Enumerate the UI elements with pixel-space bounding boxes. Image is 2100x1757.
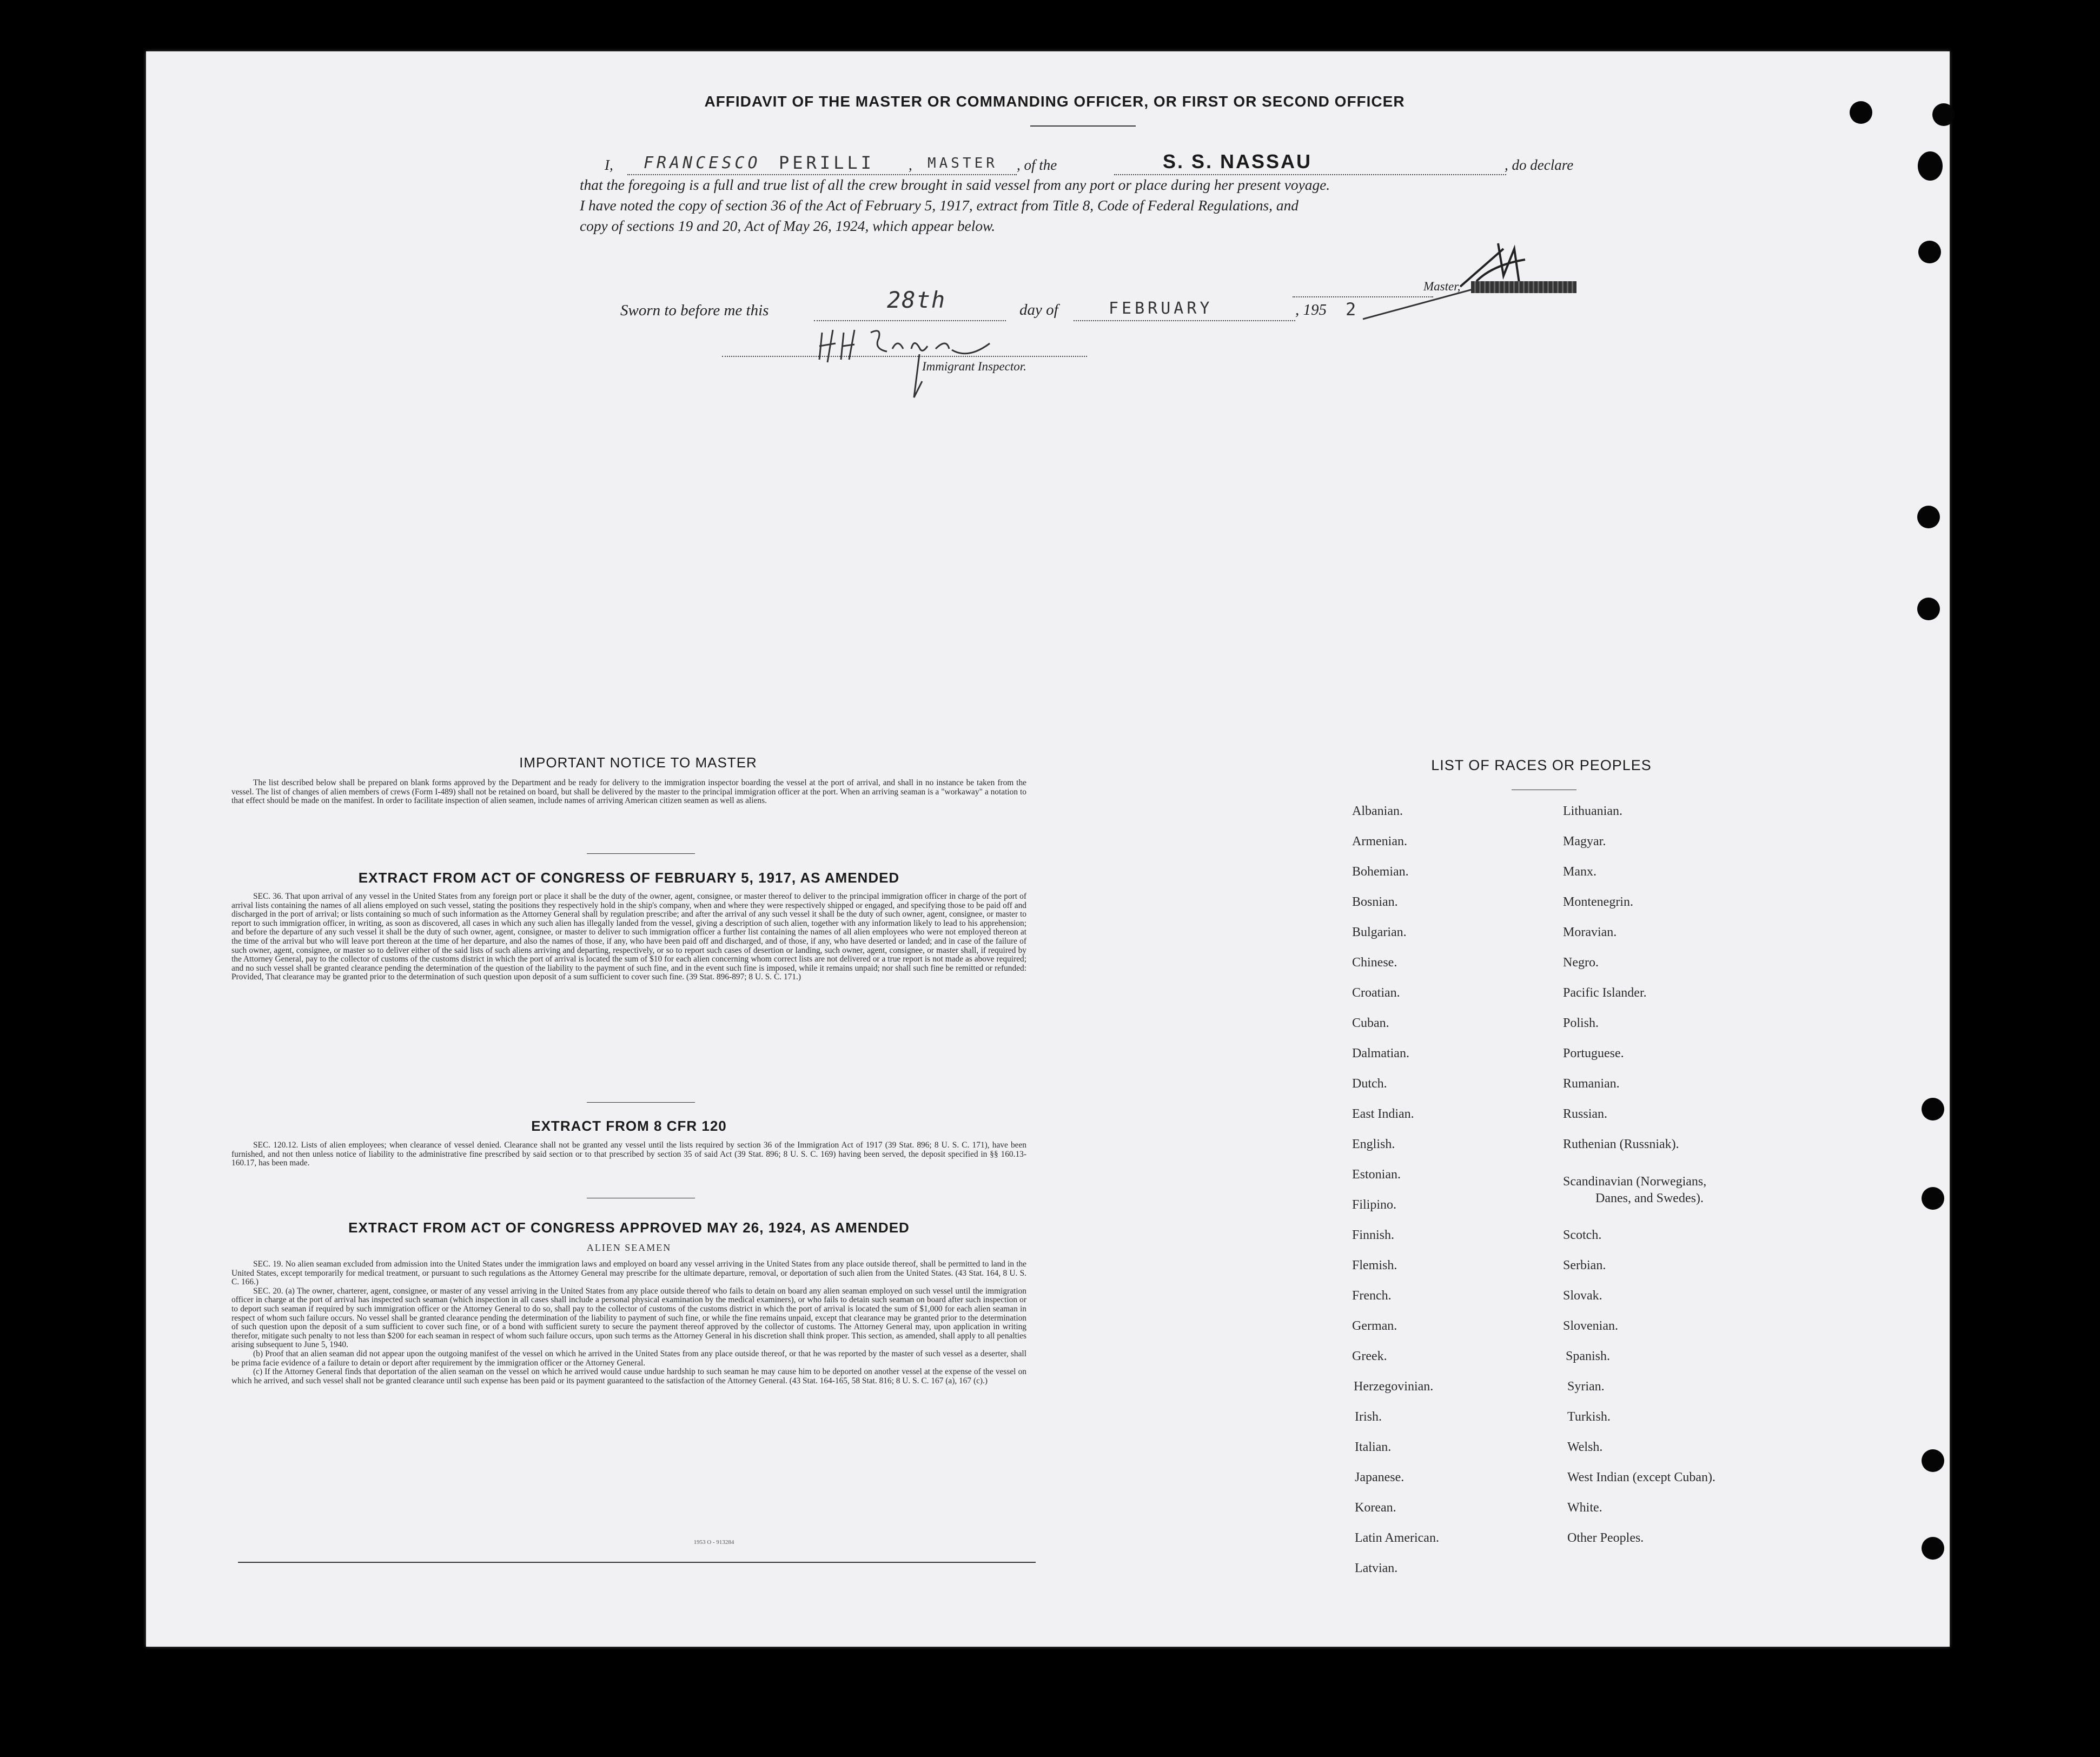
month-line <box>1074 320 1295 321</box>
race-item: French. <box>1352 1289 1392 1303</box>
race-item: Magyar. <box>1563 834 1606 848</box>
race-item: German. <box>1352 1319 1397 1333</box>
race-item: Scandinavian (Norwegians, <box>1563 1175 1707 1189</box>
race-item: Spanish. <box>1566 1349 1611 1363</box>
name-line <box>627 174 1017 175</box>
race-item: Chinese. <box>1352 956 1397 970</box>
punch-hole <box>1917 506 1940 528</box>
race-item: Russian. <box>1563 1107 1608 1121</box>
vessel-name: S. S. NASSAU <box>1163 150 1313 173</box>
race-item: Pacific Islander. <box>1563 986 1647 1000</box>
alien-seamen-subheading: ALIEN SEAMEN <box>586 1242 672 1253</box>
punch-hole <box>1922 1187 1944 1210</box>
day-of-label: day of <box>1019 301 1058 319</box>
race-item: Latin American. <box>1355 1531 1439 1545</box>
master-signature-line <box>1293 296 1433 297</box>
name-separator: , <box>909 157 912 173</box>
notice-heading: IMPORTANT NOTICE TO MASTER <box>519 754 757 771</box>
extract-cfr-heading: EXTRACT FROM 8 CFR 120 <box>531 1118 727 1134</box>
bottom-rule <box>238 1562 1036 1563</box>
punch-hole <box>1922 1537 1944 1560</box>
title-rule <box>1030 125 1136 127</box>
sec-19-text: SEC. 19. No alien seaman excluded from admission into the United States under the immigration laws and employed on board any vessel arriving in the United States from any place outside thereof, shall be permitted to land in the United States, except temporarily for medical treatment, or pursuant to such regulations as the Attorney General may prescribe for the ultimate departure, removal, or deportation of such alien from the United States. (43 Stat. 164, 8 U. S. C. 166.) <box>231 1259 1026 1287</box>
master-first-name: FRANCESCO <box>644 154 761 173</box>
inspector-label: Immigrant Inspector. <box>922 360 1026 373</box>
year-prefix: , 195 <box>1295 301 1327 319</box>
race-item: Manx. <box>1563 865 1596 879</box>
sec-20a-text: SEC. 20. (a) The owner, charterer, agent, consignee, or master of any vessel arriving in the United States from any place outside thereof who fails to detain on board any alien seaman employed on such vessel until the immigration officer in charge at the port of arrival has inspected such seaman (which inspection in all cases shall include a personal physical examination by the medical examiners), or who fails to detain such seaman on board after such inspection or to deport such seaman if required by such immigration officer or the Attorney General to do so, shall pay to the collector of customs of the customs district in which the port of arrival is located the sum of $1,000 for each alien seaman in respect of whom such failure occurs. No vessel shall be granted clearance pending the determination of the liability to payment of such fine, or while the fine remains unpaid, except that clearance may be granted prior to the determination of such question upon the deposit of a sum sufficient to cover such fine, or of a bond with sufficient surety to secure the payment thereof approved by the collector of customs. The Attorney General may, upon application in writing therefor, mitigate such penalty to not less than $200 for each seaman in respect of whom such failure occurs, upon such terms as the Attorney General in his discretion shall think proper. This section, as amended, shall apply to all penalties arising subsequent to June 5, 1940. <box>231 1286 1026 1350</box>
inspector-signature-line <box>722 356 1087 357</box>
race-item: Greek. <box>1352 1349 1387 1363</box>
punch-hole <box>1922 1098 1944 1120</box>
race-item: Turkish. <box>1567 1410 1611 1424</box>
sec-20c-text: (c) If the Attorney General finds that deportation of the alien seaman on the vessel on which he arrived would cause undue hardship to such seaman he may cause him to be deported on another vessel at the expense of the vessel on which he arrived, and such vessel shall not be granted clearance until such expense has been paid or its payment guaranteed to the satisfaction of the Attorney General. (43 Stat. 164-165, 58 Stat. 816; 8 U. S. C. 167 (a), 167 (c).) <box>231 1367 1026 1385</box>
divider <box>587 853 695 854</box>
race-item: English. <box>1352 1137 1395 1151</box>
race-item: Italian. <box>1355 1440 1392 1454</box>
races-heading: LIST OF RACES OR PEOPLES <box>1431 757 1652 773</box>
race-item: Latvian. <box>1355 1561 1398 1575</box>
race-item: Scotch. <box>1563 1228 1602 1242</box>
race-item: Armenian. <box>1352 834 1407 848</box>
race-item: Slovak. <box>1563 1289 1602 1303</box>
extract-cfr-text: SEC. 120.12. Lists of alien employees; when clearance of vessel denied. Clearance shall not be granted any vessel until the lists required by section 36 of the Immigration Act of 1917 (39 Stat. 896; 8 U. S. C. 171), have been furnished, and not then unless notice of liability to the administrative fine prescribed by said section or to that prescribed by section 35 of said Act (39 Stat. 896; 8 U. S. C. 169) having been served, the deposit specified in §§ 160.13-160.17, has been made. <box>231 1141 1026 1168</box>
race-item: Flemish. <box>1352 1258 1397 1272</box>
extract-1924-heading: EXTRACT FROM ACT OF CONGRESS APPROVED MAY 26, 1924, AS AMENDED <box>348 1219 910 1236</box>
race-item: Polish. <box>1563 1016 1599 1030</box>
race-item: Dalmatian. <box>1352 1046 1409 1060</box>
of-the-label: , of the <box>1017 157 1057 173</box>
sec-20b-text: (b) Proof that an alien seaman did not appear upon the outgoing manifest of the vessel on which he arrived in the United States from any place outside thereof, or that he was reported by the master of such vessel as a deserter, shall be prima facie evidence of a failure to detain or deport after requirement by the immigration officer or the Attorney General. <box>231 1349 1026 1368</box>
affidavit-line-4: copy of sections 19 and 20, Act of May 26, 1924, which appear below. <box>580 218 996 234</box>
race-item: Irish. <box>1355 1410 1382 1424</box>
sworn-label: Sworn to before me this <box>620 302 769 319</box>
race-item: Danes, and Swedes). <box>1595 1191 1704 1205</box>
race-item: Other Peoples. <box>1567 1531 1644 1545</box>
race-item: Serbian. <box>1563 1258 1606 1272</box>
race-item: Finnish. <box>1352 1228 1395 1242</box>
punch-hole <box>1922 1449 1944 1472</box>
race-item: Rumanian. <box>1563 1077 1620 1091</box>
extract-1917-heading: EXTRACT FROM ACT OF CONGRESS OF FEBRUARY 5, 1917, AS AMENDED <box>358 870 900 886</box>
race-item: Negro. <box>1563 956 1599 970</box>
master-label: Master, <box>1423 280 1461 293</box>
affidavit-line-2: that the foregoing is a full and true list of all the crew brought in said vessel from any port or place during her present voyage. <box>580 177 1330 193</box>
race-item: Korean. <box>1355 1501 1396 1515</box>
sworn-day: 28th <box>887 287 946 313</box>
extract-1924-body <box>231 1260 1026 1385</box>
race-item: Bohemian. <box>1352 865 1409 879</box>
race-item: Lithuanian. <box>1563 804 1622 818</box>
race-item: Montenegrin. <box>1563 895 1633 909</box>
race-item: Croatian. <box>1352 986 1400 1000</box>
punch-hole <box>1918 241 1941 263</box>
document-page <box>146 51 1950 1647</box>
master-last-name: PERILLI <box>779 153 875 173</box>
race-item: Herzegovinian. <box>1354 1380 1434 1394</box>
punch-hole <box>1850 101 1872 124</box>
extract-1917-text: SEC. 36. That upon arrival of any vessel in the United States from any foreign port or place it shall be the duty of the owner, agent, consignee, or master thereof to deliver to the principal immigration officer in charge of the port of arrival lists containing the names of all aliens employed on such vessel, stating the positions they respectively hold in the ship's company, when and where they were respectively shipped or engaged, and specifying those to be paid off and discharged in the port of arrival; or lists containing so much of such information as the Attorney General shall by regulation prescribe; and after the arrival of any such vessel it shall be the duty of such owner, agent, consignee, or master to report to such immigration officer, in writing, as soon as discovered, all cases in which any such alien has illegally landed from the vessel, giving a description of such alien, together with any information likely to lead to his apprehension; and before the departure of any such vessel it shall be the duty of such owner, agent, consignee, or master to deliver to such immigration officer a further list containing the names of all alien employees who were not employed thereon at the time of the arrival but who will leave port thereon at the time of her departure, and also the names of those, if any, who have been paid off and discharged, and of those, if any, who have deserted or landed; and in case of the failure of such owner, agent, consignee, or master so to deliver either of the said lists of such aliens arriving and departing, respectively, or so to report such cases of desertion or landing, such owner, agent, consignee, or master shall, if required by the Attorney General, pay to the collector of customs of the customs district in which the port of arrival is located the sum of $10 for each alien concerning whom correct lists are not delivered or a true report is not made as above required; and no such vessel shall be granted clearance pending the determination of the question of the liability to the payment of such fine, and in the event such fine is imposed, while it remains unpaid; nor shall such fine be remitted or refunded: Provided, That clearance may be granted prior to the determination of such question upon deposit of a sum sufficient to cover such fine. (39 Stat. 896-897; 8 U. S. C. 171.) <box>231 892 1026 982</box>
race-item: Estonian. <box>1352 1168 1401 1182</box>
divider <box>587 1102 695 1103</box>
race-item: Filipino. <box>1352 1198 1397 1212</box>
race-item: Dutch. <box>1352 1077 1387 1091</box>
punch-hole <box>1932 103 1955 126</box>
race-item: Ruthenian (Russniak). <box>1563 1137 1679 1151</box>
sworn-month: FEBRUARY <box>1109 299 1213 318</box>
race-item: Bulgarian. <box>1352 925 1407 939</box>
i-label: I, <box>605 157 613 173</box>
affidavit-line-3: I have noted the copy of section 36 of the Act of February 5, 1917, extract from Title 8, Code of Federal Regulations, and <box>580 197 1299 214</box>
sworn-year-digit: 2 <box>1346 299 1360 320</box>
race-item: West Indian (except Cuban). <box>1567 1470 1715 1484</box>
race-item: Moravian. <box>1563 925 1617 939</box>
race-item: Albanian. <box>1352 804 1403 818</box>
master-rank: MASTER <box>928 155 998 171</box>
race-item: Slovenian. <box>1563 1319 1618 1333</box>
race-item: Cuban. <box>1352 1016 1389 1030</box>
race-item: Japanese. <box>1355 1470 1405 1484</box>
punch-hole <box>1917 598 1940 620</box>
master-signature <box>1352 227 1601 324</box>
race-item: Bosnian. <box>1352 895 1398 909</box>
race-item: White. <box>1567 1501 1602 1515</box>
affidavit-title: AFFIDAVIT OF THE MASTER OR COMMANDING OFFICER, OR FIRST OR SECOND OFFICER <box>704 93 1405 110</box>
notice-text: The list described below shall be prepared on blank forms approved by the Department and be ready for delivery to the immigration inspector boarding the vessel at the port of arrival, and shall in no instance be taken from the vessel. The list of changes of alien members of crews (Form I-489) shall not be retained on board, but shall be delivered by the master to the principal immigration officer at the port. When an arriving seaman is a "workaway" a notation to that effect should be made on the manifest. In order to facilitate inspection of alien seamen, include names of arriving American citizen seamen as well as aliens. <box>231 778 1026 806</box>
do-declare-label: , do declare <box>1505 157 1574 173</box>
race-item: East Indian. <box>1352 1107 1414 1121</box>
print-code: 1953 O - 913284 <box>693 1539 734 1546</box>
punch-hole <box>1918 151 1943 181</box>
race-item: Portuguese. <box>1563 1046 1624 1060</box>
vessel-line <box>1114 174 1506 175</box>
race-item: Welsh. <box>1567 1440 1603 1454</box>
race-item: Syrian. <box>1567 1380 1605 1394</box>
struck-title <box>1471 281 1576 293</box>
